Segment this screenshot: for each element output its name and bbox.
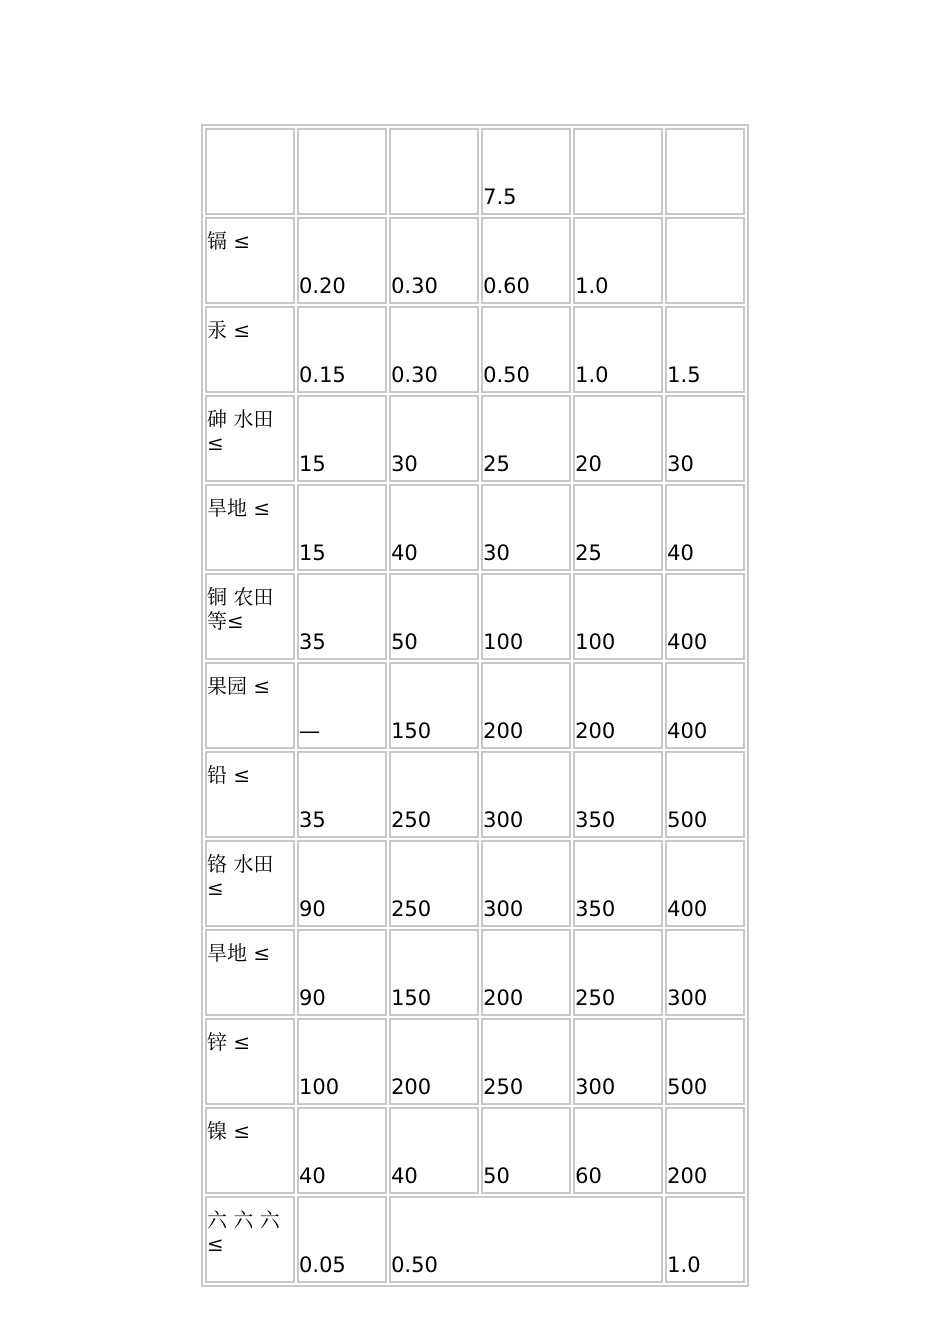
row-label-cell xyxy=(205,217,295,304)
row-label-line1: 旱地 ≤ xyxy=(207,496,271,520)
row-label-cell xyxy=(205,929,295,1016)
row-label-cell xyxy=(205,1196,295,1283)
value-cell: 25 xyxy=(573,484,663,571)
value-cell: 60 xyxy=(573,1107,663,1194)
value-cell: 1.5 xyxy=(665,306,745,393)
value-cell: 40 xyxy=(665,484,745,571)
table-body xyxy=(205,128,745,1283)
value-cell: 20 xyxy=(573,395,663,482)
value-cell: 0.50 xyxy=(389,1196,663,1283)
row-label-line2: ≤ xyxy=(207,1232,224,1256)
value-cell: 0.20 xyxy=(297,217,387,304)
row-label-cell xyxy=(205,1107,295,1194)
table-row xyxy=(205,484,745,571)
value-cell: — xyxy=(297,662,387,749)
value-cell: 15 xyxy=(297,484,387,571)
value-cell: 1.0 xyxy=(665,1196,745,1283)
value-cell: 1.0 xyxy=(573,217,663,304)
value-cell: 200 xyxy=(481,662,571,749)
value-cell: 400 xyxy=(665,840,745,927)
value-cell: 300 xyxy=(481,751,571,838)
table-row xyxy=(205,573,745,660)
row-label-line1: 铬 水田 xyxy=(207,852,274,876)
row-label-line2: ≤ xyxy=(207,431,224,455)
row-label-line1: 果园 ≤ xyxy=(207,674,271,698)
value-cell xyxy=(665,217,745,304)
soil-standards-table xyxy=(201,124,749,1287)
table-row xyxy=(205,306,745,393)
value-cell: 0.30 xyxy=(389,217,479,304)
row-label-cell xyxy=(205,395,295,482)
value-cell: 100 xyxy=(573,573,663,660)
value-cell: 250 xyxy=(389,751,479,838)
value-cell: 350 xyxy=(573,840,663,927)
value-cell: 30 xyxy=(665,395,745,482)
value-cell: 200 xyxy=(389,1018,479,1105)
row-label-cell xyxy=(205,573,295,660)
row-label-cell xyxy=(205,306,295,393)
value-cell: 250 xyxy=(573,929,663,1016)
row-label-line1: 砷 水田 xyxy=(207,407,274,431)
value-cell: 300 xyxy=(665,929,745,1016)
value-cell: 400 xyxy=(665,573,745,660)
row-label-cell xyxy=(205,1018,295,1105)
value-cell: 90 xyxy=(297,840,387,927)
value-cell: 40 xyxy=(389,484,479,571)
row-label-line2: ≤ xyxy=(207,876,224,900)
value-cell: 90 xyxy=(297,929,387,1016)
value-cell: 300 xyxy=(573,1018,663,1105)
table-row xyxy=(205,840,745,927)
value-cell: 50 xyxy=(389,573,479,660)
value-cell: 500 xyxy=(665,1018,745,1105)
row-label-line2: 等≤ xyxy=(207,609,244,633)
row-label-cell xyxy=(205,662,295,749)
value-cell: 30 xyxy=(481,484,571,571)
table-row xyxy=(205,1107,745,1194)
value-cell: 0.30 xyxy=(389,306,479,393)
value-cell: 400 xyxy=(665,662,745,749)
value-cell: 250 xyxy=(389,840,479,927)
value-cell: 7.5 xyxy=(481,128,571,215)
value-cell: 500 xyxy=(665,751,745,838)
row-label-line1: 镍 ≤ xyxy=(207,1119,251,1143)
value-cell: 50 xyxy=(481,1107,571,1194)
row-label-cell xyxy=(205,840,295,927)
row-label-cell xyxy=(205,128,295,215)
value-cell: 25 xyxy=(481,395,571,482)
row-label-cell xyxy=(205,484,295,571)
value-cell: 250 xyxy=(481,1018,571,1105)
row-label-line1: 汞 ≤ xyxy=(207,318,251,342)
value-cell: 30 xyxy=(389,395,479,482)
row-label-cell xyxy=(205,751,295,838)
value-cell: 1.0 xyxy=(573,306,663,393)
value-cell: 0.60 xyxy=(481,217,571,304)
table-row xyxy=(205,395,745,482)
table-row xyxy=(205,1196,745,1283)
value-cell: 150 xyxy=(389,929,479,1016)
value-cell: 0.05 xyxy=(297,1196,387,1283)
row-label-line1: 锌 ≤ xyxy=(207,1030,251,1054)
value-cell: 15 xyxy=(297,395,387,482)
value-cell: 40 xyxy=(297,1107,387,1194)
row-label-line1: 旱地 ≤ xyxy=(207,941,271,965)
value-cell: 300 xyxy=(481,840,571,927)
value-cell xyxy=(389,128,479,215)
row-label-line1: 铅 ≤ xyxy=(207,763,251,787)
row-label-line1: 六 六 六 xyxy=(207,1208,280,1232)
table-row xyxy=(205,929,745,1016)
table-row xyxy=(205,128,745,215)
row-label-line1: 铜 农田 xyxy=(207,585,274,609)
table-row xyxy=(205,1018,745,1105)
table-row xyxy=(205,662,745,749)
table-row xyxy=(205,751,745,838)
value-cell xyxy=(573,128,663,215)
value-cell: 150 xyxy=(389,662,479,749)
value-cell: 40 xyxy=(389,1107,479,1194)
value-cell xyxy=(297,128,387,215)
value-cell: 0.50 xyxy=(481,306,571,393)
row-label-line1: 镉 ≤ xyxy=(207,229,251,253)
value-cell: 350 xyxy=(573,751,663,838)
table-row xyxy=(205,217,745,304)
value-cell xyxy=(665,128,745,215)
value-cell: 200 xyxy=(665,1107,745,1194)
value-cell: 200 xyxy=(481,929,571,1016)
value-cell: 35 xyxy=(297,751,387,838)
value-cell: 100 xyxy=(481,573,571,660)
value-cell: 35 xyxy=(297,573,387,660)
value-cell: 100 xyxy=(297,1018,387,1105)
value-cell: 0.15 xyxy=(297,306,387,393)
value-cell: 200 xyxy=(573,662,663,749)
